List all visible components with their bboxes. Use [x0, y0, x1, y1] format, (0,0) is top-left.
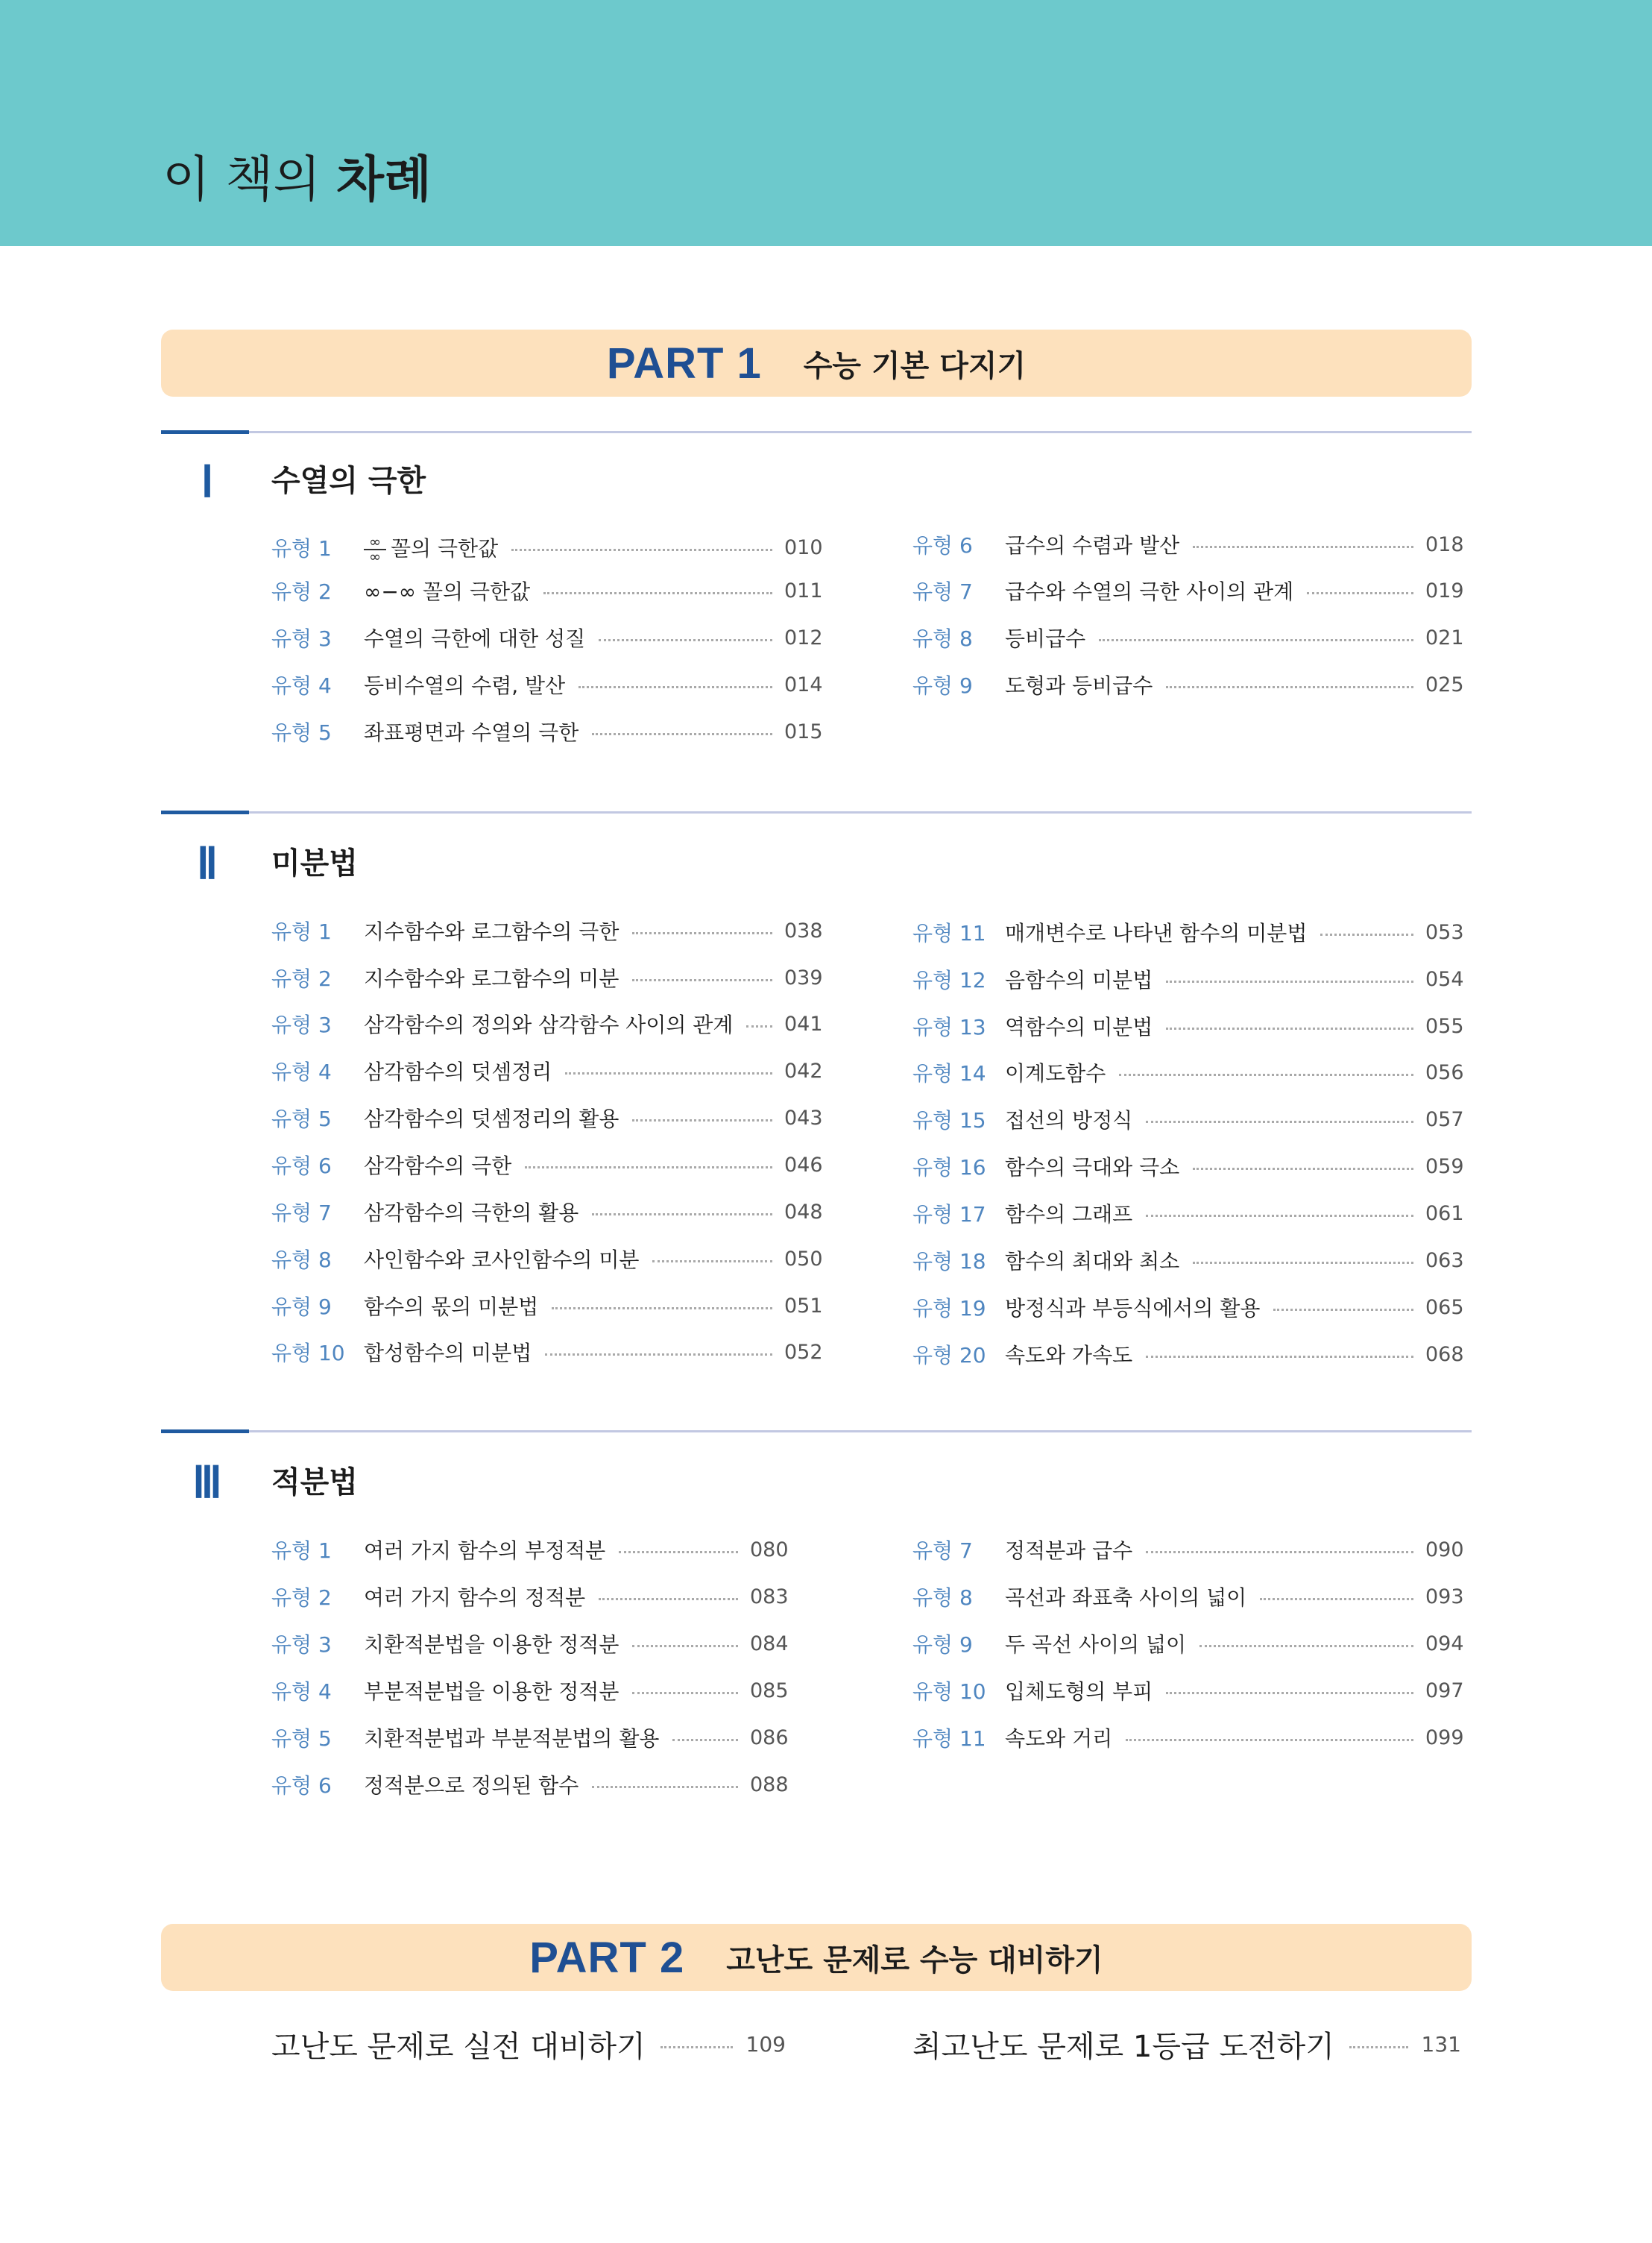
type-label: 유형 1 [271, 536, 332, 561]
dot-leader [1193, 1262, 1413, 1264]
page-number: 051 [784, 1294, 823, 1318]
page-number: 068 [1425, 1342, 1464, 1366]
type-label: 유형 2 [271, 966, 332, 991]
toc-entry[interactable] [271, 1056, 823, 1086]
entry-title: 등비급수 [1005, 626, 1086, 651]
type-label: 유형 6 [912, 533, 973, 558]
page-number: 086 [750, 1725, 789, 1749]
page-number: 084 [750, 1632, 789, 1655]
page-number: 015 [784, 720, 823, 743]
type-label: 유형 15 [912, 1108, 986, 1133]
entry-title: 곡선과 좌표축 사이의 넓이 [1005, 1585, 1247, 1610]
type-label: 유형 5 [271, 1726, 332, 1751]
dot-leader [632, 979, 772, 981]
toc-entry[interactable] [271, 1150, 823, 1180]
toc-entry[interactable] [271, 1582, 789, 1611]
dot-leader [1146, 1121, 1413, 1123]
section-3-title: 적분법 [271, 1465, 358, 1500]
type-label: 유형 10 [912, 1679, 986, 1704]
entry-title: 부분적분법을 이용한 정적분 [364, 1679, 620, 1704]
page-number: 065 [1425, 1295, 1464, 1319]
dot-leader [746, 1025, 772, 1028]
dot-leader [1166, 981, 1413, 983]
entry-title: 두 곡선 사이의 넓이 [1005, 1632, 1187, 1657]
entry-title: 속도와 거리 [1005, 1726, 1113, 1751]
toc-entry[interactable] [271, 963, 823, 992]
type-label: 유형 2 [271, 1585, 332, 1610]
entry-title: 급수의 수렴과 발산 [1005, 533, 1180, 558]
dot-leader [599, 1598, 738, 1600]
part2-title: 고난도 문제로 수능 대비하기 [726, 1942, 1103, 1978]
section-2-title: 미분법 [271, 846, 358, 881]
entry-title: 정적분과 급수 [1005, 1538, 1133, 1563]
type-label: 유형 20 [912, 1343, 986, 1368]
part2-entry[interactable] [912, 2022, 1461, 2066]
entry-title: 치환적분법을 이용한 정적분 [364, 1632, 620, 1657]
part1-title: 수능 기본 다지기 [803, 348, 1027, 383]
dot-leader [1166, 1692, 1413, 1694]
page-number: 055 [1425, 1014, 1464, 1038]
section-1-rule [161, 431, 1472, 433]
entry-title: 삼각함수의 덧셈정리 [364, 1060, 552, 1084]
dot-leader [1166, 686, 1413, 688]
dot-leader [632, 1119, 772, 1122]
page-number: 097 [1425, 1679, 1464, 1702]
toc-entry[interactable] [271, 1337, 823, 1367]
page-number: 039 [784, 966, 823, 990]
toc-entry[interactable] [912, 623, 1464, 652]
entry-title-text: 꼴의 극한값 [391, 535, 499, 561]
toc-entry[interactable] [912, 1292, 1464, 1322]
entry-title: 삼각함수의 극한 [364, 1154, 512, 1178]
entry-title: 입체도형의 부피 [1005, 1679, 1153, 1704]
type-label: 유형 9 [912, 673, 973, 698]
section-2-rule [161, 811, 1472, 814]
type-label: 유형 3 [271, 1632, 332, 1657]
entry-title: 매개변수로 나타낸 함수의 미분법 [1005, 921, 1308, 946]
type-label: 유형 2 [271, 579, 332, 604]
entry-title: 지수함수와 로그함수의 극한 [364, 919, 620, 944]
toc-entry[interactable] [271, 1009, 823, 1039]
dot-leader [619, 1551, 738, 1553]
toc-entry[interactable] [912, 1011, 1464, 1041]
dot-leader [1166, 1028, 1413, 1030]
toc-entry[interactable] [912, 1535, 1464, 1564]
section-3-rule [161, 1430, 1472, 1432]
type-label: 유형 19 [912, 1296, 986, 1321]
page-number: 053 [1425, 920, 1464, 944]
page-number: 083 [750, 1585, 789, 1608]
dot-leader [1119, 1074, 1413, 1076]
entry-title: 접선의 방정식 [1005, 1108, 1133, 1133]
dot-leader [1126, 1739, 1413, 1741]
entry-title: 함수의 그래프 [1005, 1202, 1133, 1227]
dot-leader [632, 1692, 738, 1694]
toc-entry[interactable] [271, 1535, 789, 1564]
type-label: 유형 11 [912, 1726, 986, 1751]
entry-title: 지수함수와 로그함수의 미분 [364, 966, 620, 991]
toc-entry[interactable] [271, 1291, 823, 1321]
entry-title: 함수의 극대와 극소 [1005, 1155, 1180, 1180]
type-label: 유형 4 [271, 1679, 332, 1704]
page-number: 018 [1425, 532, 1464, 556]
type-label: 유형 16 [912, 1155, 986, 1180]
entry-title: ∞−∞ 꼴의 극한값 [364, 579, 531, 604]
section-3-numeral: Ⅲ [192, 1459, 222, 1507]
page-number: 025 [1425, 673, 1464, 696]
fraction [364, 533, 386, 565]
dot-leader [1260, 1598, 1413, 1600]
part1-label: PART 1 [606, 339, 762, 388]
toc-entry[interactable] [271, 1197, 823, 1227]
part2-entry-title: 최고난도 문제로 1등급 도전하기 [912, 2029, 1334, 2064]
section-1-title: 수열의 극한 [271, 464, 426, 498]
dot-leader [592, 1786, 738, 1788]
page-number: 010 [784, 535, 823, 559]
type-label: 유형 6 [271, 1154, 332, 1178]
page-title-strong: 차례 [336, 151, 432, 208]
page-number: 011 [784, 579, 823, 603]
toc-entry[interactable] [912, 1245, 1464, 1275]
toc-entry[interactable] [912, 1629, 1464, 1658]
toc-entry[interactable] [912, 1151, 1464, 1181]
type-label: 유형 5 [271, 1107, 332, 1131]
entry-title: 이계도함수 [1005, 1061, 1106, 1086]
toc-entry[interactable] [271, 1103, 823, 1133]
page-number: 085 [750, 1679, 789, 1702]
page-number: 057 [1425, 1107, 1464, 1131]
type-label: 유형 8 [271, 1248, 332, 1272]
toc-entry[interactable] [271, 1244, 823, 1274]
dot-leader [632, 1645, 738, 1647]
page-number: 059 [1425, 1154, 1464, 1178]
toc-entry[interactable] [912, 964, 1464, 994]
page-number: 109 [745, 2031, 786, 2057]
toc-entry[interactable] [912, 529, 1464, 559]
dot-leader [525, 1166, 772, 1168]
type-label: 유형 4 [271, 1060, 332, 1084]
page-number: 054 [1425, 967, 1464, 991]
type-label: 유형 7 [912, 1538, 973, 1563]
toc-entry[interactable] [912, 1339, 1464, 1369]
dot-leader [565, 1072, 772, 1075]
dot-leader [1193, 546, 1413, 548]
dot-leader [1099, 639, 1413, 641]
entry-title: 사인함수와 코사인함수의 미분 [364, 1248, 640, 1272]
dot-leader [652, 1260, 772, 1262]
section-1-numeral: Ⅰ [201, 458, 214, 506]
toc-entry[interactable] [271, 1629, 789, 1658]
page-number: 021 [1425, 626, 1464, 649]
toc-entry[interactable] [271, 623, 823, 652]
entry-title: 음함수의 미분법 [1005, 968, 1153, 992]
entry-title: 삼각함수의 덧셈정리의 활용 [364, 1107, 620, 1131]
entry-title: 좌표평면과 수열의 극한 [364, 720, 579, 745]
type-label: 유형 14 [912, 1061, 986, 1086]
entry-title [364, 532, 498, 563]
entry-title: 급수와 수열의 극한 사이의 관계 [1005, 579, 1294, 604]
page-number: 019 [1425, 579, 1464, 603]
type-label: 유형 13 [912, 1015, 986, 1039]
toc-entry[interactable] [912, 670, 1464, 699]
toc-entry[interactable] [912, 1582, 1464, 1611]
entry-title: 함수의 최대와 최소 [1005, 1249, 1180, 1274]
type-label: 유형 17 [912, 1202, 986, 1227]
dot-leader [1320, 934, 1413, 936]
page-number: 038 [784, 919, 823, 943]
toc-entry[interactable] [912, 1057, 1464, 1087]
section-2-numeral: Ⅱ [196, 840, 218, 888]
page-number: 052 [784, 1340, 823, 1364]
entry-title: 역함수의 미분법 [1005, 1015, 1153, 1039]
dot-leader [511, 549, 772, 551]
toc-entry[interactable] [912, 576, 1464, 605]
dot-leader [1146, 1356, 1413, 1358]
type-label: 유형 1 [271, 919, 332, 944]
dot-leader [592, 1213, 772, 1215]
page-number: 041 [784, 1012, 823, 1036]
page-title [163, 146, 432, 213]
type-label: 유형 10 [271, 1341, 345, 1365]
entry-title: 함수의 몫의 미분법 [364, 1294, 539, 1319]
dot-leader [1199, 1645, 1413, 1647]
dot-leader [672, 1739, 738, 1741]
type-label: 유형 3 [271, 626, 332, 651]
entry-title: 삼각함수의 정의와 삼각함수 사이의 관계 [364, 1013, 734, 1037]
toc-entry[interactable] [912, 1104, 1464, 1134]
page-number: 050 [784, 1247, 823, 1271]
entry-title: 여러 가지 함수의 정적분 [364, 1585, 586, 1610]
page-number: 094 [1425, 1632, 1464, 1655]
entry-title: 여러 가지 함수의 부정적분 [364, 1538, 606, 1563]
page-number: 088 [750, 1772, 789, 1796]
part2-banner [161, 1924, 1472, 1991]
page-number: 093 [1425, 1585, 1464, 1608]
page-number: 014 [784, 673, 823, 696]
type-label: 유형 12 [912, 968, 986, 992]
type-label: 유형 6 [271, 1773, 332, 1798]
toc-entry[interactable] [912, 1676, 1464, 1705]
type-label: 유형 11 [912, 921, 986, 946]
toc-entry[interactable] [271, 1769, 789, 1799]
entry-title: 방정식과 부등식에서의 활용 [1005, 1296, 1261, 1321]
toc-entry[interactable] [271, 717, 823, 746]
type-label: 유형 7 [271, 1201, 332, 1225]
dot-leader [552, 1307, 772, 1309]
part2-label: PART 2 [529, 1933, 685, 1982]
dot-leader [661, 2046, 733, 2048]
toc-entry[interactable] [271, 670, 823, 699]
entry-title: 삼각함수의 극한의 활용 [364, 1201, 579, 1225]
toc-entry[interactable] [912, 1723, 1464, 1752]
toc-entry[interactable] [271, 532, 823, 565]
entry-title: 정적분으로 정의된 함수 [364, 1773, 579, 1798]
dot-leader [1146, 1215, 1413, 1217]
type-label: 유형 1 [271, 1538, 332, 1563]
page-number: 056 [1425, 1060, 1464, 1084]
dot-leader [599, 639, 772, 641]
entry-title: 속도와 가속도 [1005, 1343, 1133, 1368]
type-label: 유형 4 [271, 673, 332, 698]
page-number: 063 [1425, 1248, 1464, 1272]
entry-title: 등비수열의 수렴, 발산 [364, 673, 566, 698]
page-title-prefix: 이 책의 [163, 151, 321, 208]
page-number: 048 [784, 1200, 823, 1224]
fraction-denominator: ∞ [369, 548, 381, 565]
part1-banner [161, 330, 1472, 397]
page-number: 099 [1425, 1725, 1464, 1749]
entry-title: 수열의 극한에 대한 성질 [364, 626, 586, 651]
dot-leader [543, 592, 772, 594]
page-number: 090 [1425, 1538, 1464, 1561]
type-label: 유형 9 [271, 1294, 332, 1319]
part2-entry-title: 고난도 문제로 실전 대비하기 [271, 2029, 646, 2064]
type-label: 유형 9 [912, 1632, 973, 1657]
toc-entry[interactable] [912, 917, 1464, 947]
page-number: 046 [784, 1153, 823, 1177]
dot-leader [592, 733, 772, 735]
dot-leader [545, 1353, 772, 1356]
page-number: 080 [750, 1538, 789, 1561]
entry-title: 치환적분법과 부분적분법의 활용 [364, 1726, 660, 1751]
dot-leader [1146, 1551, 1413, 1553]
dot-leader [1307, 592, 1413, 594]
type-label: 유형 8 [912, 626, 973, 651]
part2-entry[interactable] [271, 2022, 786, 2066]
dot-leader [1273, 1309, 1413, 1311]
type-label: 유형 7 [912, 579, 973, 604]
toc-entry[interactable] [271, 1723, 789, 1752]
dot-leader [1349, 2046, 1408, 2048]
page-number: 043 [784, 1106, 823, 1130]
type-label: 유형 5 [271, 720, 332, 745]
fraction-numerator: ∞ [369, 533, 381, 550]
type-label: 유형 3 [271, 1013, 332, 1037]
dot-leader [578, 686, 772, 688]
entry-title: 합성함수의 미분법 [364, 1341, 532, 1365]
page-number: 061 [1425, 1201, 1464, 1225]
type-label: 유형 18 [912, 1249, 986, 1274]
page-number: 042 [784, 1059, 823, 1083]
page-number: 131 [1421, 2031, 1461, 2057]
toc-entry[interactable] [271, 916, 823, 946]
page-number: 012 [784, 626, 823, 649]
type-label: 유형 8 [912, 1585, 973, 1610]
toc-entry[interactable] [912, 1198, 1464, 1228]
dot-leader [1193, 1168, 1413, 1170]
entry-title: 도형과 등비급수 [1005, 673, 1153, 698]
dot-leader [632, 932, 772, 934]
toc-entry[interactable] [271, 1676, 789, 1705]
toc-entry[interactable] [271, 576, 823, 605]
